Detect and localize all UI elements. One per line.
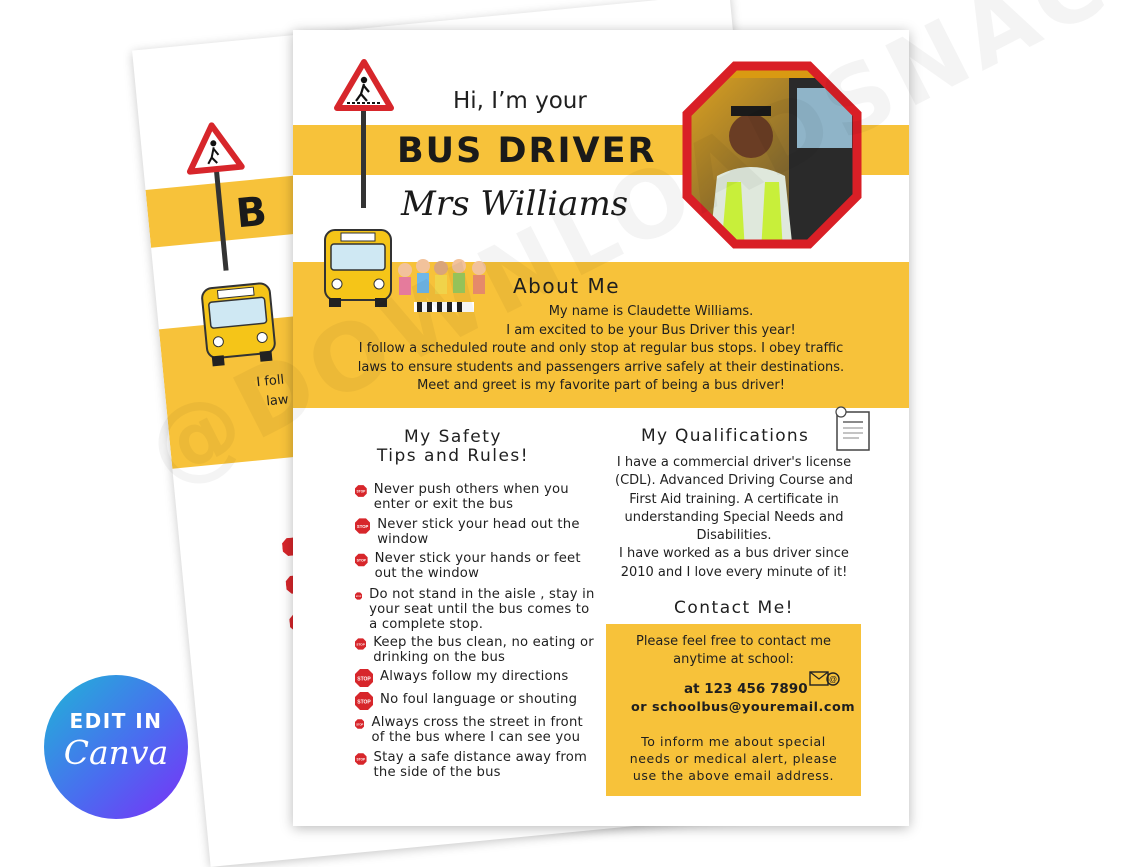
list-item — [355, 587, 595, 632]
svg-text:STOP: STOP — [356, 757, 366, 762]
contact-box — [606, 624, 861, 796]
stop-sign-icon — [355, 587, 362, 605]
contact-intro-line1: Please feel free to contact me — [635, 634, 832, 649]
list-item — [355, 669, 595, 687]
contact-intro-line2: anytime at school: — [673, 652, 794, 667]
contact-email: or schoolbus@youremail.com — [631, 700, 856, 715]
svg-text:STOP: STOP — [356, 558, 367, 563]
svg-text:STOP: STOP — [356, 489, 366, 494]
tip-text: Always cross the street in front of the bus where I can see you — [371, 715, 583, 745]
page-title: BUS DRIVER — [397, 131, 657, 171]
stop-sign-icon — [355, 482, 367, 500]
contact-heading: Contact Me! — [674, 598, 794, 618]
list-item — [355, 482, 595, 512]
tip-text: Stay a safe distance away from the side of the bus — [373, 750, 588, 780]
tip-text: Do not stand in the aisle , stay in your seat until the bus comes to a complete stop. — [369, 587, 595, 632]
about-line: I am excited to be your Bus Driver this year! — [506, 322, 796, 338]
contact-phone: at 123 456 7890 — [684, 681, 808, 697]
email-phone-icon — [808, 666, 842, 692]
qualification-line: I have a commercial driver's license — [616, 455, 852, 470]
stop-sign-icon — [355, 669, 373, 687]
contact-note-line2: needs or medical alert, please — [629, 751, 838, 766]
list-item — [355, 715, 595, 745]
qualifications-heading: My Qualifications — [641, 426, 810, 446]
about-heading: About Me — [513, 274, 621, 298]
about-line: My name is Claudette Williams. — [548, 304, 754, 319]
badge-line1: EDIT IN — [69, 709, 163, 733]
stop-sign-icon — [355, 551, 368, 569]
stop-sign-icon — [355, 692, 373, 710]
stop-sign-icon — [355, 517, 370, 535]
tip-text: Always follow my directions — [380, 669, 569, 684]
contact-note-line3: use the above email address. — [632, 768, 835, 783]
pedestrian-crossing-sign-icon — [181, 119, 255, 274]
svg-text:STOP: STOP — [355, 595, 362, 598]
qualification-line: Disabilities. — [696, 528, 772, 544]
certificate-icon — [833, 406, 873, 452]
qualification-line: understanding Special Needs and — [624, 509, 844, 525]
svg-text:STOP: STOP — [356, 723, 364, 727]
tip-text: Never stick your head out the window — [377, 517, 580, 547]
safety-heading-line1: My Safety — [403, 427, 502, 447]
about-line: laws to ensure students and passengers arrive safely at their destinations. — [357, 359, 845, 375]
list-item — [355, 692, 595, 710]
back-title-fragment: B — [234, 188, 269, 238]
contact-note — [606, 733, 861, 784]
qualification-line: First Aid training. A certificate in — [629, 491, 839, 507]
greeting-text: Hi, I’m your — [453, 88, 587, 114]
driver-name: Mrs Williams — [401, 184, 629, 224]
tip-text: Keep the bus clean, no eating or drinking on the bus — [373, 635, 594, 665]
svg-text:@: @ — [828, 675, 838, 684]
back-text-line2: law — [265, 392, 290, 410]
contact-note-line1: To inform me about special — [641, 734, 826, 749]
qualification-line: 2010 and I love every minute of it! — [620, 564, 848, 580]
svg-text:STOP: STOP — [357, 699, 371, 706]
stop-sign-icon — [355, 715, 364, 733]
qualification-line: (CDL). Advanced Driving Course and — [615, 473, 853, 489]
svg-text:STOP: STOP — [357, 676, 371, 683]
tip-text: No foul language or shouting — [380, 692, 578, 707]
safety-heading-line2: Tips and Rules! — [376, 446, 530, 466]
svg-text:STOP: STOP — [356, 642, 365, 647]
stop-sign-icon — [355, 635, 366, 653]
contact-intro — [606, 633, 861, 669]
list-item — [355, 750, 595, 780]
back-text-line1: I foll — [255, 372, 285, 391]
svg-text:STOP: STOP — [356, 524, 369, 530]
pedestrian-crossing-sign-icon — [333, 58, 395, 208]
list-item — [355, 635, 595, 665]
qualification-line: I have worked as a bus driver since — [619, 546, 849, 562]
list-item — [355, 551, 595, 581]
qualifications-text — [609, 454, 859, 582]
about-line: I follow a scheduled route and only stop at regular bus stops. I obey traffic — [358, 341, 844, 357]
safety-heading — [353, 428, 553, 466]
stop-sign-icon — [355, 750, 367, 768]
about-line: Meet and greet is my favorite part of being a bus driver! — [417, 378, 785, 394]
list-item — [355, 517, 595, 547]
badge-line2: Canva — [63, 733, 169, 772]
tip-text: Never stick your hands or feet out the window — [374, 551, 581, 581]
edit-in-canva-badge[interactable] — [44, 675, 188, 819]
tip-text: Never push others when you enter or exit the bus — [373, 482, 569, 512]
